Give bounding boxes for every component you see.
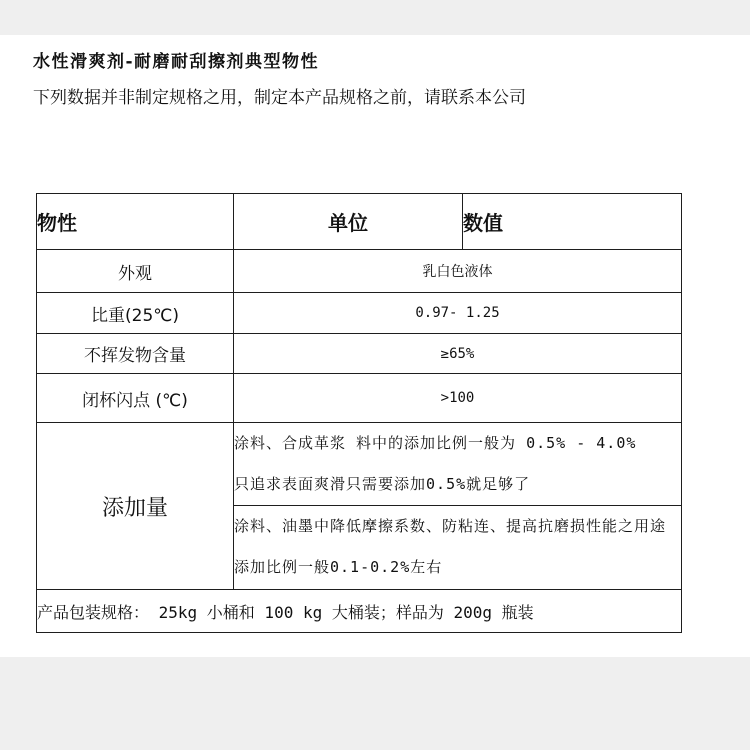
addition-note-2-line-1: 涂料、油墨中降低摩擦系数、防粘连、提高抗磨损性能之用途 xyxy=(234,517,667,535)
table-row xyxy=(37,293,682,334)
row-property-solids: 不挥发物含量 xyxy=(37,334,234,374)
table-row-packaging xyxy=(37,590,682,633)
spec-table xyxy=(36,193,682,633)
packaging-info: 产品包装规格： 25kg 小桶和 100 kg 大桶装；样品为 200g 瓶装 xyxy=(37,590,682,633)
row-value-specific-gravity: 0.97- 1.25 xyxy=(234,293,682,334)
page-title: 水性滑爽剂-耐磨耐刮擦剂典型物性 xyxy=(33,52,320,72)
table-header-row xyxy=(37,194,682,250)
row-value-appearance: 乳白色液体 xyxy=(234,250,682,293)
table-row xyxy=(37,374,682,423)
header-value: 数值 xyxy=(463,194,682,250)
row-value-flash-point: >100 xyxy=(234,374,682,423)
table-row xyxy=(37,250,682,293)
row-property-specific-gravity: 比重(25℃) xyxy=(37,293,234,334)
row-property-addition: 添加量 xyxy=(37,423,234,590)
table-row xyxy=(37,423,682,506)
header-property: 物性 xyxy=(37,194,234,250)
page-subtitle: 下列数据并非制定规格之用，制定本产品规格之前，请联系本公司 xyxy=(33,88,526,108)
header-unit: 单位 xyxy=(234,194,463,250)
row-value-solids: ≥65% xyxy=(234,334,682,374)
addition-note-1-line-1: 涂料、合成革浆 料中的添加比例一般为 0.5% - 4.0% xyxy=(234,434,637,452)
addition-note-2-line-2: 添加比例一般0.1-0.2%左右 xyxy=(234,558,443,576)
row-property-flash-point: 闭杯闪点 (℃) xyxy=(37,374,234,423)
addition-note-2 xyxy=(234,506,682,590)
table-row xyxy=(37,334,682,374)
addition-note-1 xyxy=(234,423,682,506)
row-property-appearance: 外观 xyxy=(37,250,234,293)
addition-note-1-line-2: 只追求表面爽滑只需要添加0.5%就足够了 xyxy=(234,475,531,493)
